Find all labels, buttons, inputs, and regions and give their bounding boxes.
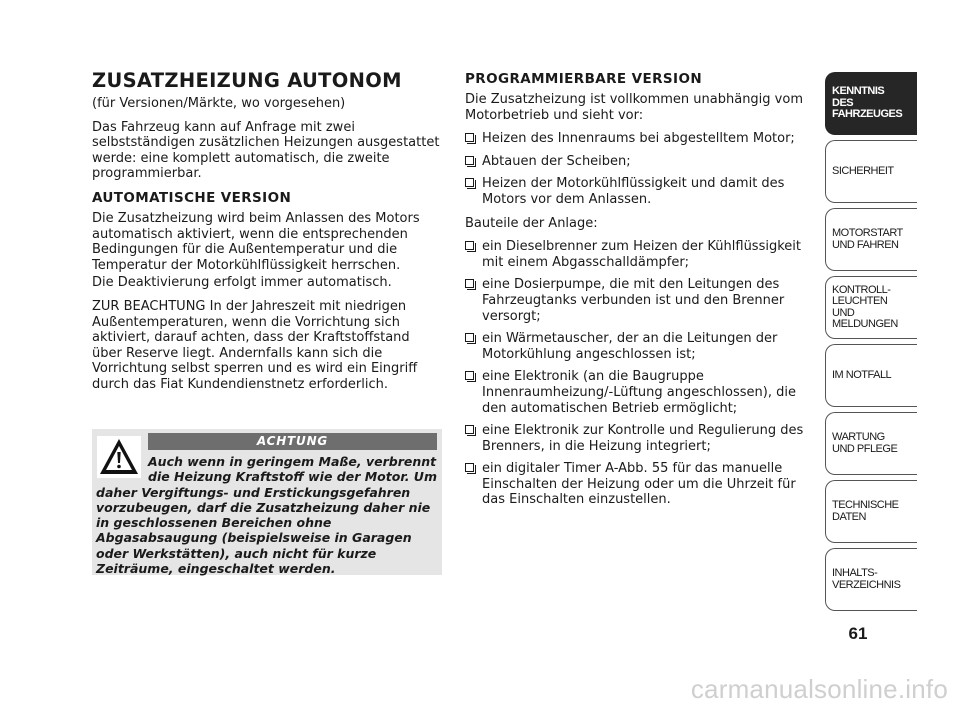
list-item: eine Dosierpumpe, die mit den Leitungen des Fahrzeugtanks verbunden ist und den Brenner versorgt;	[465, 277, 815, 324]
section-title: ZUSATZHEIZUNG AUTONOM	[92, 69, 402, 92]
section-subtitle: (für Versionen/Märkte, wo vorgesehen)	[92, 96, 346, 111]
tab-sicherheit[interactable]: SICHERHEIT	[825, 140, 917, 203]
list-item: Abtauen der Scheiben;	[465, 154, 815, 170]
tab-kenntnis-des-fahrzeuges[interactable]: KENNTNIS DES FAHRZEUGES	[825, 72, 917, 135]
programmable-version-heading: PROGRAMMIERBARE VERSION	[465, 71, 703, 87]
list-item: eine Elektronik zur Kontrolle und Regulierung des Brenners, in die Heizung integriert;	[465, 423, 815, 454]
right-column	[465, 71, 815, 516]
list-item: eine Elektronik (an die Baugruppe Innenraumheizung/-Lüftung angeschlossen), die den automatischen Betrieb ermöglicht;	[465, 369, 815, 416]
tab-kontrollleuchten-und-meldungen[interactable]: KONTROLL- LEUCHTEN UND MELDUNGEN	[825, 276, 917, 339]
checkbox-bullet-icon	[465, 463, 474, 472]
list-item: ein Wärmetauscher, der an die Leitungen der Motorkühlung angeschlossen ist;	[465, 331, 815, 362]
list-item: ein Dieselbrenner zum Heizen der Kühlflüssigkeit mit einem Abgasschalldämpfer;	[465, 239, 815, 270]
warning-text: Auch wenn in geringem Maße, verbrennt die Heizung Kraftstoff wie der Motor. Um daher Vergiftungs- und Erstickungsgefahren vorzubeugen, darf die Zusatzheizung daher nie in geschlossenen Bereichen ohne Abgasabsaugung (beispielsweise in Garagen oder Werkstätten), auch nicht für kurze Zeiträume, eingeschaltet werden.	[96, 454, 437, 577]
checkbox-bullet-icon	[465, 133, 474, 142]
tab-wartung-und-pflege[interactable]: WARTUNG UND PFLEGE	[825, 412, 917, 475]
intro-paragraph: Das Fahrzeug kann auf Anfrage mit zwei selbstständigen zusätzlichen Heizungen ausgestattet werde: eine komplett automatisch, die zweite programmierbar.	[92, 119, 440, 182]
checkbox-bullet-icon	[465, 371, 474, 380]
checkbox-bullet-icon	[465, 333, 474, 342]
deactivation-paragraph: Die Deaktivierung erfolgt immer automatisch.	[92, 275, 392, 291]
left-column	[92, 69, 442, 401]
checkbox-bullet-icon	[465, 241, 474, 250]
list-item: Heizen des Innenraums bei abgestelltem Motor;	[465, 131, 815, 147]
checkbox-bullet-icon	[465, 279, 474, 288]
automatic-version-heading: AUTOMATISCHE VERSION	[92, 189, 292, 206]
list-item: ein digitaler Timer A-Abb. 55 für das manuelle Einschalten der Heizung oder um die Uhrzeit für das Einschalten einzustellen.	[465, 461, 815, 508]
components-list	[465, 239, 815, 508]
tab-inhaltsverzeichnis[interactable]: INHALTS- VERZEICHNIS	[825, 548, 917, 611]
components-label: Bauteile der Anlage:	[465, 215, 598, 231]
note-paragraph: ZUR BEACHTUNG In der Jahreszeit mit niedrigen Außentemperaturen, wenn die Vorrichtung sich aktiviert, darauf achten, dass der Kraftstoffstand über Reserve liegt. Andernfalls kann sich die Vorrichtung selbst sperren und es wird ein Eingriff durch das Fiat Kundendienstnetz erforderlich.	[92, 298, 418, 392]
page-number: 61	[848, 624, 868, 643]
programmable-intro: Die Zusatzheizung ist vollkommen unabhängig vom Motorbetrieb und sieht vor:	[465, 92, 803, 123]
warning-label: ACHTUNG	[148, 433, 437, 450]
automatic-version-paragraph: Die Zusatzheizung wird beim Anlassen des Motors automatisch aktiviert, wenn die entsprechenden Bedingungen für die Außentemperatur und die Temperatur der Motorkühlflüssigkeit herrschen.	[92, 210, 420, 273]
warning-box	[92, 429, 442, 575]
tab-motorstart-und-fahren[interactable]: MOTORSTART UND FAHREN	[825, 208, 917, 271]
checkbox-bullet-icon	[465, 178, 474, 187]
chapter-tabs	[825, 72, 917, 616]
list-item: Heizen der Motorkühlflüssigkeit und damit des Motors vor dem Anlassen.	[465, 176, 815, 207]
functions-list	[465, 131, 815, 207]
checkbox-bullet-icon	[465, 425, 474, 434]
tab-im-notfall[interactable]: IM NOTFALL	[825, 344, 917, 407]
watermark: carmanualsonline.info	[690, 674, 948, 704]
tab-technische-daten[interactable]: TECHNISCHE DATEN	[825, 480, 917, 543]
checkbox-bullet-icon	[465, 156, 474, 165]
